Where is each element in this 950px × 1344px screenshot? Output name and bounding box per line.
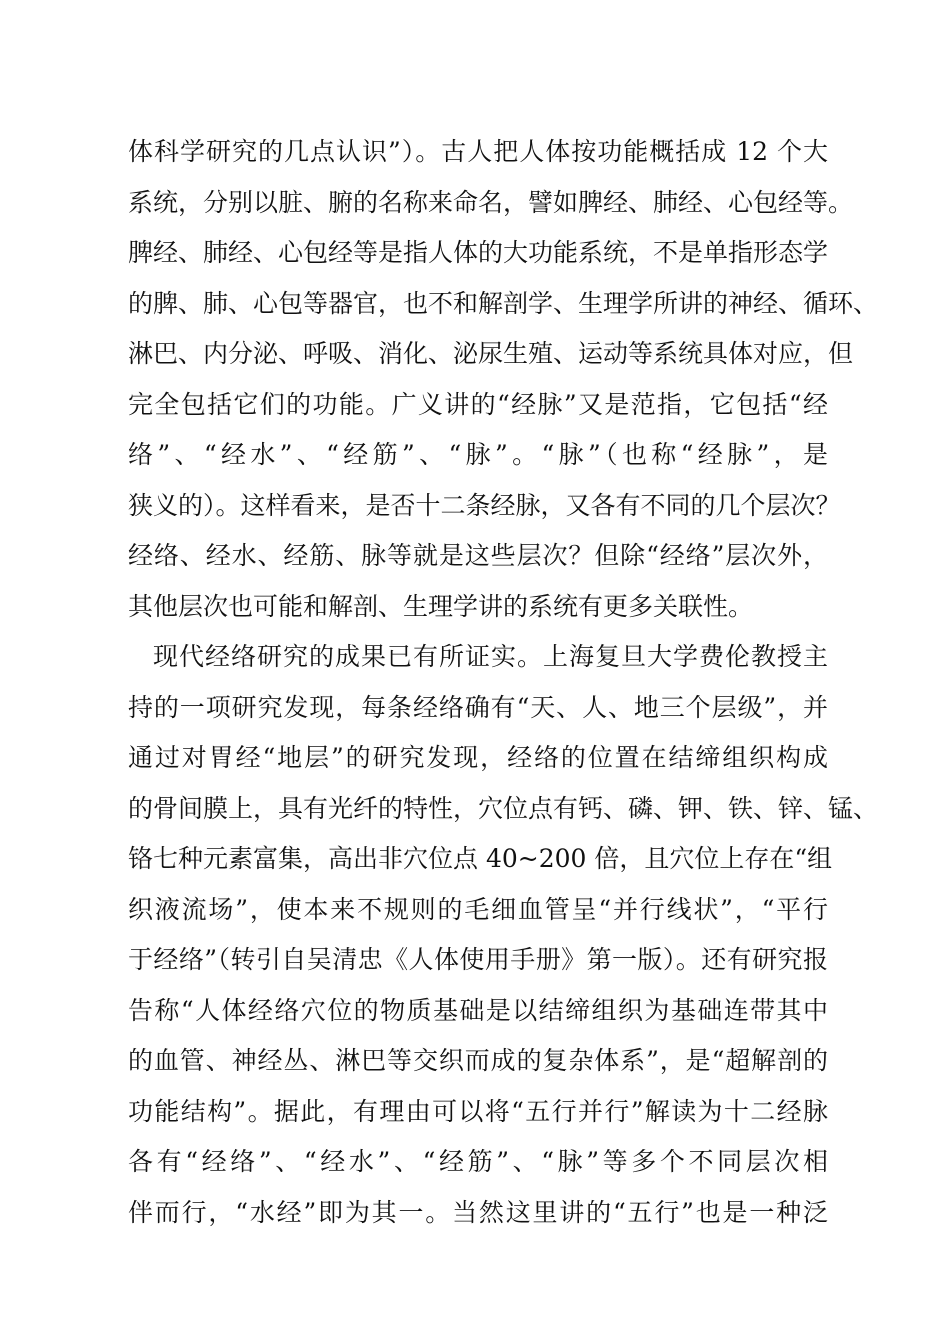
text-line: 完全包括它们的功能。广义讲的“经脉”又是范指，它包括“经 — [128, 389, 828, 419]
text-line: 淋巴、内分泌、呼吸、消化、泌尿生殖、运动等系统具体对应，但 — [128, 339, 854, 368]
text-line: 系统，分别以脏、腑的名称来命名，譬如脾经、肺经、心包经等。 — [128, 187, 854, 217]
text-line: 铬七种元素富集，高出非穴位点 40~200 倍，且穴位上存在“组 — [128, 844, 833, 873]
text-line: 各有“经络”、“经水”、“经筋”、“脉”等多个不同层次相 — [128, 1147, 828, 1176]
text-line: 体科学研究的几点认识”）。古人把人体按功能概括成 12 个大 — [128, 137, 828, 166]
text-line: 络”、“经水”、“经筋”、“脉”。“脉”（也称“经脉”，是 — [128, 440, 828, 469]
text-line: 现代经络研究的成果已有所证实。上海复旦大学费伦教授主 — [153, 642, 828, 671]
paragraph-1 — [128, 127, 879, 632]
text-line: 伴而行，“水经”即为其一。当然这里讲的“五行”也是一种泛 — [128, 1197, 828, 1227]
text-line: 的脾、肺、心包等器官，也不和解剖学、生理学所讲的神经、循环、 — [128, 288, 879, 318]
text-line: 狭义的）。这样看来，是否十二条经脉，又各有不同的几个层次？ — [128, 490, 841, 520]
text-line: 经络、经水、经筋、脉等就是这些层次？但除“经络”层次外， — [128, 541, 828, 570]
paragraph-2 — [128, 632, 879, 1238]
text-line: 的骨间膜上，具有光纤的特性，穴位点有钙、磷、钾、铁、锌、锰、 — [128, 793, 879, 823]
text-line: 其他层次也可能和解剖、生理学讲的系统有更多关联性。 — [128, 591, 754, 621]
text-line: 的血管、神经丛、淋巴等交织而成的复杂体系”，是“超解剖的 — [128, 1046, 828, 1075]
text-line: 告称“人体经络穴位的物质基础是以结缔组织为基础连带其中 — [128, 995, 828, 1025]
text-line: 于经络”（转引自吴清忠《人体使用手册》第一版）。还有研究报 — [128, 945, 828, 974]
text-line: 通过对胃经“地层”的研究发现，经络的位置在结缔组织构成 — [128, 743, 828, 772]
body-text — [128, 127, 879, 1238]
text-line: 脾经、肺经、心包经等是指人体的大功能系统，不是单指形态学 — [128, 238, 829, 267]
text-line: 织液流场”，使本来不规则的毛细血管呈“并行线状”，“平行 — [128, 894, 828, 924]
text-line: 持的一项研究发现，每条经络确有“天、人、地三个层级”，并 — [128, 692, 828, 722]
text-line: 功能结构”。据此，有理由可以将“五行并行”解读为十二经脉 — [128, 1096, 828, 1126]
